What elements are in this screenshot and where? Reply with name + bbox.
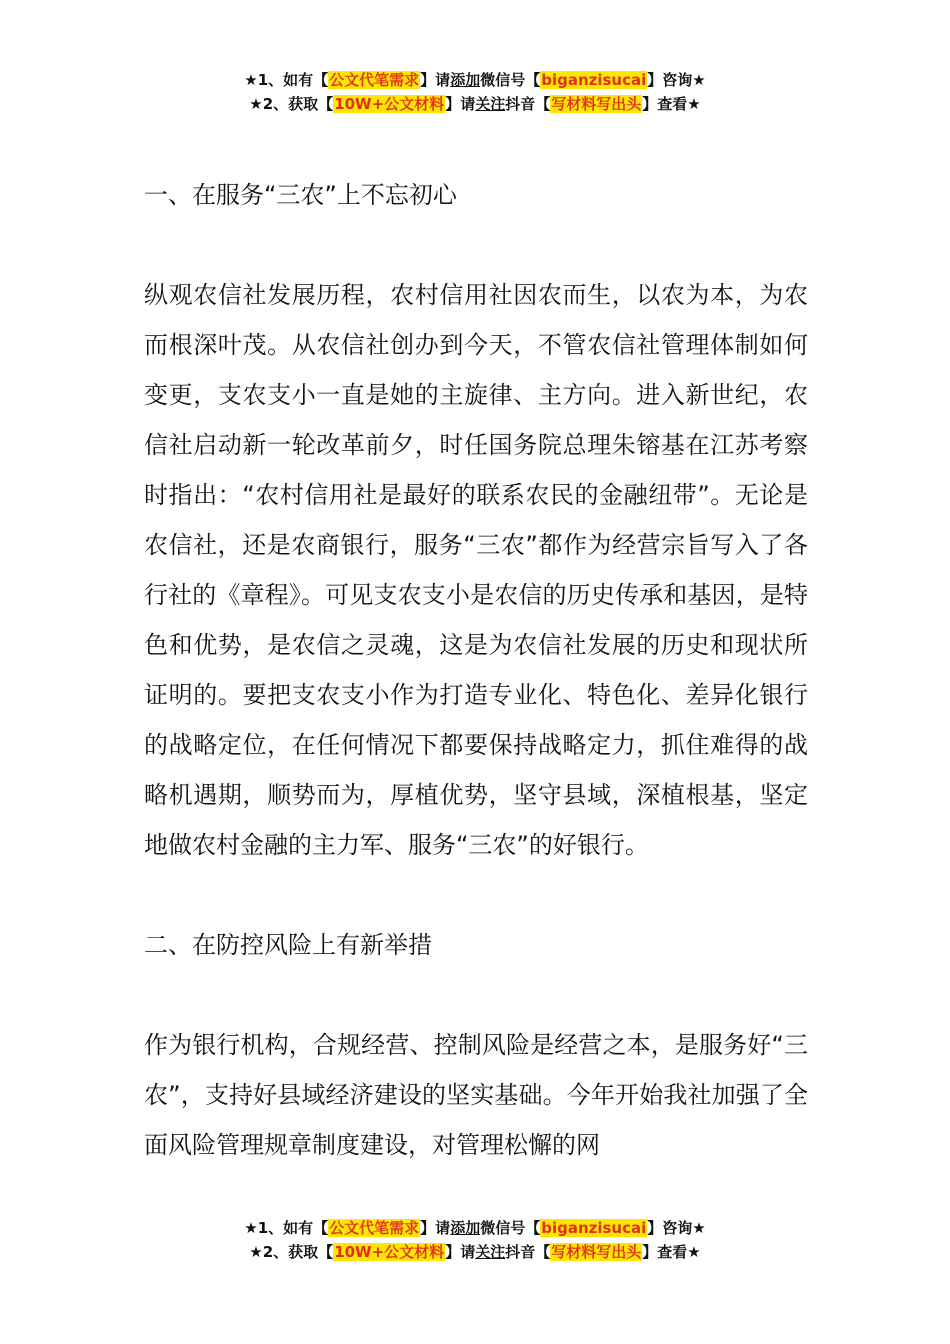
promo-text: 微信号【 xyxy=(480,1219,541,1237)
promo-highlight: 10W+公文材料 xyxy=(334,95,445,113)
promo-line-2 xyxy=(0,92,950,116)
promo-text: 抖音【 xyxy=(505,95,551,113)
promo-banner-bottom xyxy=(0,1216,950,1264)
section-heading-1: 一、在服务“三农”上不忘初心 xyxy=(144,181,457,209)
promo-emphasis: 关注 xyxy=(475,1243,506,1261)
promo-text: 微信号【 xyxy=(480,71,541,89)
promo-text: ★1、如有【 xyxy=(244,1219,329,1237)
paragraph-2: 作为银行机构，合规经营、控制风险是经营之本，是服务好“三农”，支持好县域经济建设的坚实基础。今年开始我社加强了全面风险管理规章制度建设，对管理松懈的网 xyxy=(144,1031,808,1159)
promo-text: 】查看★ xyxy=(642,1243,701,1261)
promo-line-1 xyxy=(0,1216,950,1240)
section-heading-2: 二、在防控风险上有新举措 xyxy=(144,931,432,959)
promo-emphasis: 添加 xyxy=(450,71,481,89)
promo-highlight: 公文代笔需求 xyxy=(329,1219,420,1237)
promo-text: ★2、获取【 xyxy=(249,95,334,113)
promo-douyin-account: 写材料写出头 xyxy=(551,95,642,113)
promo-text: ★2、获取【 xyxy=(249,1243,334,1261)
promo-wechat-id: biganzisucai xyxy=(541,1219,647,1237)
promo-text: 】请 xyxy=(420,1219,451,1237)
promo-text: 】查看★ xyxy=(642,95,701,113)
promo-line-2 xyxy=(0,1240,950,1264)
promo-text: 】咨询★ xyxy=(647,71,706,89)
promo-emphasis: 添加 xyxy=(450,1219,481,1237)
promo-text: 】请 xyxy=(445,1243,476,1261)
promo-text: ★1、如有【 xyxy=(244,71,329,89)
promo-text: 】咨询★ xyxy=(647,1219,706,1237)
promo-highlight: 10W+公文材料 xyxy=(334,1243,445,1261)
promo-highlight: 公文代笔需求 xyxy=(329,71,420,89)
promo-banner-top xyxy=(0,68,950,116)
document-body xyxy=(144,170,808,1170)
promo-wechat-id: biganzisucai xyxy=(541,71,647,89)
promo-text: 】请 xyxy=(420,71,451,89)
promo-emphasis: 关注 xyxy=(475,95,506,113)
promo-text: 】请 xyxy=(445,95,476,113)
promo-line-1 xyxy=(0,68,950,92)
promo-douyin-account: 写材料写出头 xyxy=(551,1243,642,1261)
paragraph-1: 纵观农信社发展历程，农村信用社因农而生，以农为本，为农而根深叶茂。从农信社创办到今天，不管农信社管理体制如何变更，支农支小一直是她的主旋律、主方向。进入新世纪，农信社启动新一轮改革前夕，时任国务院总理朱镕基在江苏考察时指出：“农村信用社是最好的联系农民的金融纽带”。无论是农信社，还是农商银行，服务“三农”都作为经营宗旨写入了各行社的《章程》。可见支农支小是农信的历史传承和基因，是特色和优势，是农信之灵魂，这是为农信社发展的历史和现状所证明的。要把支农支小作为打造专业化、特色化、差异化银行的战略定位，在任何情况下都要保持战略定力，抓住难得的战略机遇期，顺势而为，厚植优势，坚守县域，深植根基，坚定地做农村金融的主力军、服务“三农”的好银行。 xyxy=(144,281,808,859)
promo-text: 抖音【 xyxy=(505,1243,551,1261)
